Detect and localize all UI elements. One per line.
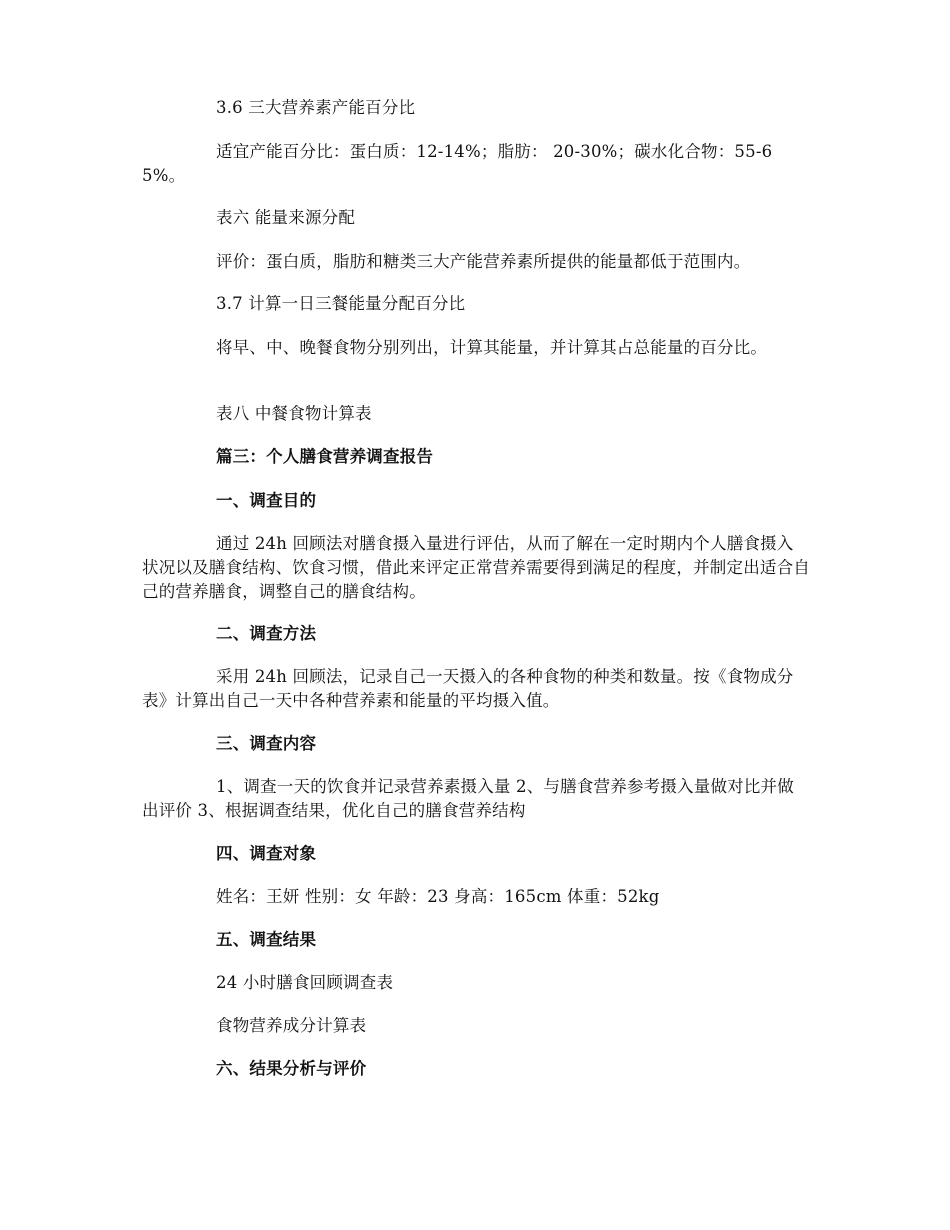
results-nutrient-table-caption: 食物营养成分计算表 xyxy=(216,1016,367,1035)
heading-subject: 四、调查对象 xyxy=(216,844,317,863)
heading-3-7: 3.7 计算一日三餐能量分配百分比 xyxy=(216,294,466,313)
paragraph-method: 采用 24h 回顾法，记录自己一天摄入的各种食物的种类和数量。按《食物成分表》计算出自己一天中各种营养素和能量的平均摄入值。 xyxy=(142,667,794,710)
table-caption-6: 表六 能量来源分配 xyxy=(216,208,356,227)
heading-method: 二、调查方法 xyxy=(216,624,317,643)
heading-purpose: 一、调查目的 xyxy=(216,491,317,510)
paragraph-energy-ratio: 适宜产能百分比：蛋白质：12-14%；脂肪： 20-30%；碳水化合物：55-65%。 xyxy=(142,142,773,185)
paragraph-evaluation: 评价：蛋白质，脂肪和糖类三大产能营养素所提供的能量都低于范围内。 xyxy=(216,252,751,271)
heading-results: 五、调查结果 xyxy=(216,930,317,949)
section-title: 篇三：个人膳食营养调查报告 xyxy=(216,447,434,466)
heading-content: 三、调查内容 xyxy=(216,734,317,753)
heading-analysis: 六、结果分析与评价 xyxy=(216,1059,367,1078)
paragraph-subject: 姓名：王妍 性别：女 年龄：23 身高：165cm 体重：52kg xyxy=(216,887,660,906)
table-caption-8: 表八 中餐食物计算表 xyxy=(216,404,372,423)
paragraph-purpose: 通过 24h 回顾法对膳食摄入量进行评估，从而了解在一定时期内个人膳食摄入状况以及膳食结构、饮食习惯，借此来评定正常营养需要得到满足的程度，并制定出适合自己的营养膳食，调整自己的膳食结构。 xyxy=(142,534,810,601)
results-recall-table-caption: 24 小时膳食回顾调查表 xyxy=(216,973,394,992)
paragraph-meal-breakdown: 将早、中、晚餐食物分别列出，计算其能量，并计算其占总能量的百分比。 xyxy=(216,338,768,357)
heading-3-6: 3.6 三大营养素产能百分比 xyxy=(216,98,416,117)
paragraph-content: 1、调查一天的饮食并记录营养素摄入量 2、与膳食营养参考摄入量做对比并做出评价 3、根据调查结果，优化自己的膳食营养结构 xyxy=(142,777,794,820)
